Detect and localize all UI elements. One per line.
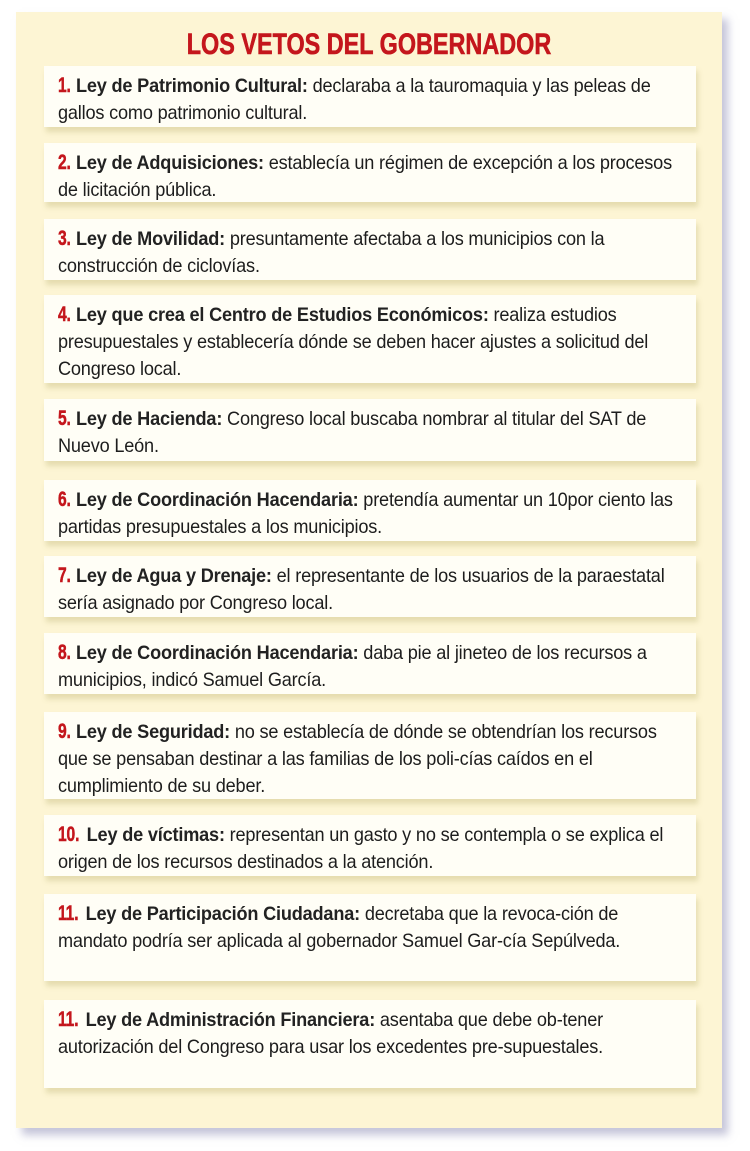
- law-name: Ley que crea el Centro de Estudios Económicos:: [75, 304, 489, 326]
- infographic-title: LOS VETOS DEL GOBERNADOR: [186, 28, 552, 61]
- law-description: declaraba a la tauromaquia y las peleas de gallos como patrimonio cultural.: [58, 75, 651, 124]
- veto-item-7: [44, 556, 696, 617]
- veto-item-5: [44, 399, 696, 461]
- law-description: representan un gasto y no se contempla o se explica el origen de los recursos destinados a la atención.: [58, 824, 664, 873]
- veto-item-12: [44, 1000, 696, 1088]
- law-description: daba pie al jineteo de los recursos a municipios, indicó Samuel García.: [58, 642, 647, 691]
- law-name: Ley de Participación Ciudadana:: [85, 903, 360, 925]
- law-description: Congreso local buscaba nombrar al titular del SAT de Nuevo León.: [58, 408, 647, 457]
- law-description: decretaba que la revoca-ción de mandato podría ser aplicada al gobernador Samuel Gar-cía Sepúlveda.: [58, 903, 621, 952]
- veto-item-9: [44, 712, 696, 799]
- veto-item-6: [44, 480, 696, 541]
- law-name: Ley de víctimas:: [86, 824, 225, 846]
- item-number: 11.: [58, 1008, 79, 1031]
- law-name: Ley de Seguridad:: [75, 721, 231, 743]
- item-number: 9.: [58, 720, 71, 743]
- law-name: Ley de Coordinación Hacendaria:: [75, 489, 359, 511]
- item-number: 2.: [58, 151, 71, 174]
- item-number: 5.: [58, 407, 71, 430]
- law-name: Ley de Hacienda:: [75, 408, 223, 430]
- item-number: 1.: [58, 74, 71, 97]
- item-number: 7.: [58, 564, 71, 587]
- veto-item-4: [44, 295, 696, 383]
- law-name: Ley de Movilidad:: [75, 228, 225, 250]
- item-number: 8.: [58, 641, 71, 664]
- law-name: Ley de Administración Financiera:: [85, 1009, 376, 1031]
- law-name: Ley de Adquisiciones:: [75, 152, 264, 174]
- law-description: no se establecía de dónde se obtendrían los recursos que se pensaban destinar a las familias de los poli-cías caídos en el cumplimiento de su deber.: [58, 721, 657, 797]
- veto-item-10: [44, 815, 696, 876]
- law-description: realiza estudios presupuestales y establecería dónde se deben hacer ajustes a solicitud del Congreso local.: [58, 304, 649, 380]
- law-name: Ley de Agua y Drenaje:: [75, 565, 272, 587]
- item-number: 4.: [58, 303, 71, 326]
- law-name: Ley de Patrimonio Cultural:: [75, 75, 308, 97]
- law-description: pretendía aumentar un 10por ciento las partidas presupuestales a los municipios.: [58, 489, 673, 538]
- item-number: 6.: [58, 488, 71, 511]
- law-description: establecía un régimen de excepción a los procesos de licitación pública.: [58, 152, 672, 201]
- law-description: asentaba que debe ob-tener autorización del Congreso para usar los excedentes pre-supuestales.: [58, 1009, 604, 1058]
- item-number: 3.: [58, 227, 71, 250]
- item-number: 10.: [58, 823, 80, 846]
- veto-item-8: [44, 633, 696, 694]
- law-description: presuntamente afectaba a los municipios con la construcción de ciclovías.: [58, 228, 605, 277]
- item-number: 11.: [58, 902, 79, 925]
- infographic-panel: [16, 12, 722, 1128]
- veto-item-11: [44, 894, 696, 981]
- law-name: Ley de Coordinación Hacendaria:: [75, 642, 359, 664]
- law-description: el representante de los usuarios de la paraestatal sería asignado por Congreso local.: [58, 565, 665, 614]
- veto-item-3: [44, 219, 696, 280]
- veto-item-1: [44, 66, 696, 127]
- veto-item-2: [44, 143, 696, 202]
